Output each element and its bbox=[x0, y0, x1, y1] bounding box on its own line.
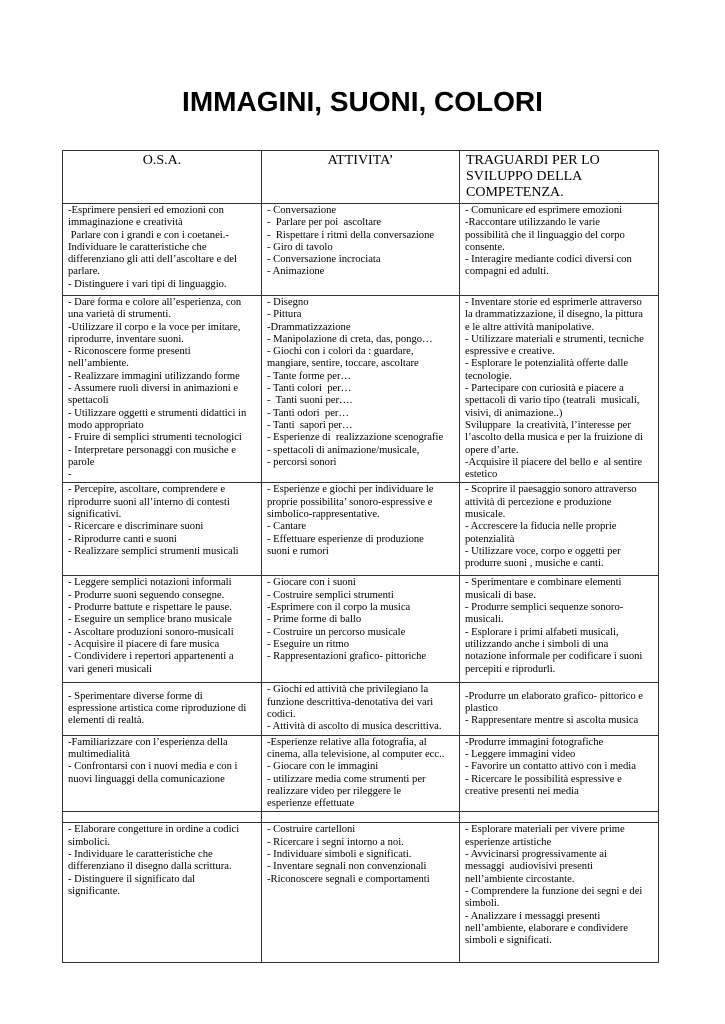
cell-text-line: - percorsi sonori bbox=[267, 456, 337, 468]
cell-text-line: - Leggere semplici notazioni informali bbox=[68, 577, 232, 589]
cell-text-line: spettacoli di vario tipo (teatrali musicali, bbox=[465, 395, 640, 407]
cell-text-line: - Produrre semplici sequenze sonoro- bbox=[465, 602, 624, 614]
cell-text-line: - Riprodurre canti e suoni bbox=[68, 533, 177, 545]
cell-text-line: - Giochi ed attività che privilegiano la bbox=[267, 684, 429, 696]
cell-text-line: -Produrre immagini fotografiche bbox=[465, 736, 604, 748]
cell-text-line: una varietà di strumenti. bbox=[68, 309, 171, 321]
cell-text-line: significante. bbox=[68, 885, 121, 897]
cell-text-line: - Tanti sapori per… bbox=[267, 419, 353, 431]
cell-text-line: riprodurre, inventare suoni. bbox=[68, 333, 184, 345]
cell-text-line: suoni e rumori bbox=[267, 545, 329, 557]
cell-text-line: - Individuare simboli e significati. bbox=[267, 849, 412, 861]
cell-traguardi bbox=[460, 296, 659, 483]
cell-text-line: simboli e significati. bbox=[465, 935, 552, 947]
table-header-row bbox=[63, 151, 659, 204]
cell-text-line: - Parlare per poi ascoltare bbox=[267, 217, 382, 229]
cell-text-line: Sviluppare la creatività, l’interesse per bbox=[465, 419, 631, 431]
table-row bbox=[63, 483, 659, 576]
cell-text-line: - Giocare con i suoni bbox=[267, 577, 356, 589]
table-row bbox=[63, 683, 659, 735]
cell-text-line: - Ricercare e discriminare suoni bbox=[68, 521, 204, 533]
cell-text-line: - Produrre suoni seguendo consegne. bbox=[68, 589, 225, 601]
cell-text-line: -Esperienze relative alla fotografia, al bbox=[267, 736, 427, 748]
cell-text-line: - Esplorare le potenzialità offerte dalle bbox=[465, 358, 629, 370]
cell-text-line: esperienze effettuate bbox=[267, 798, 355, 810]
cell-text-line: espressive e creative. bbox=[465, 346, 555, 358]
cell-text-line: - Utilizzare oggetti e strumenti didattici in bbox=[68, 407, 247, 419]
cell-text-line: - Giochi con i colori da : guardare, bbox=[267, 346, 414, 358]
cell-text-line: - Costruire semplici strumenti bbox=[267, 589, 394, 601]
cell-osa bbox=[63, 204, 262, 296]
cell-text-line: - Interpretare personaggi con musiche e bbox=[68, 444, 236, 456]
cell-text-line: - Comprendere la funzione dei segni e dei bbox=[465, 885, 643, 897]
cell-text-line: - Assumere ruoli diversi in animazioni e bbox=[68, 383, 239, 395]
cell-text-line: cinema, alla televisione, al computer ecc.. bbox=[267, 748, 445, 760]
cell-text-line: - Rappresentazioni grafico- pittoriche bbox=[267, 651, 427, 663]
cell-text-line: -Esprimere con il corpo la musica bbox=[267, 602, 411, 614]
cell-text-line: percepiti e riprodurli. bbox=[465, 663, 556, 675]
cell-text-line: -Drammatizzazione bbox=[267, 321, 351, 333]
cell-text-line: - Inventare storie ed esprimerle attraverso bbox=[465, 297, 642, 308]
cell-text-line: l’ascolto della musica e per la fruizione di bbox=[465, 432, 643, 444]
cell-text-line: - Accrescere la fiducia nelle proprie bbox=[465, 521, 617, 533]
cell-osa bbox=[63, 812, 262, 823]
cell-text-line: - Costruire cartelloni bbox=[267, 824, 356, 836]
cell-text-line: - utilizzare media come strumenti per bbox=[267, 773, 426, 785]
cell-text-line: nuovi linguaggi della comunicazione bbox=[68, 773, 225, 785]
cell-text-line: - Tante forme per… bbox=[267, 370, 352, 382]
cell-traguardi bbox=[460, 204, 659, 296]
cell-text-line: -Produrre un elaborato grafico- pittorico e bbox=[465, 690, 643, 702]
cell-text-line: - Ricercare i segni intorno a noi. bbox=[267, 836, 404, 848]
cell-text-line: parlare. bbox=[68, 266, 101, 278]
cell-text-line: - Fruire di semplici strumenti tecnologici bbox=[68, 432, 242, 444]
cell-text-line: immaginazione e creatività bbox=[68, 217, 183, 229]
cell-text-line: significativi. bbox=[68, 509, 122, 521]
cell-text-line: - Manipolazione di creta, das, pongo… bbox=[267, 333, 433, 345]
cell-attivita bbox=[262, 823, 460, 963]
header-attivita: ATTIVITA’ bbox=[262, 151, 460, 204]
cell-text-line: -Utilizzare il corpo e la voce per imitare, bbox=[68, 321, 241, 333]
cell-text-line: - Effettuare esperienze di produzione bbox=[267, 533, 424, 545]
cell-attivita bbox=[262, 296, 460, 483]
cell-text-line: - Acquisire il piacere di fare musica bbox=[68, 638, 220, 650]
cell-traguardi bbox=[460, 483, 659, 576]
cell-text-line: - Dare forma e colore all’esperienza, con bbox=[68, 297, 242, 308]
cell-text-line: - Cantare bbox=[267, 521, 307, 533]
cell-text-line: - Leggere immagini video bbox=[465, 748, 576, 760]
cell-text-line: - Avvicinarsi progressivamente ai bbox=[465, 849, 607, 861]
curriculum-table bbox=[62, 150, 659, 963]
cell-text-line: - Analizzare i messaggi presenti bbox=[465, 910, 601, 922]
cell-text-line: - Tanti odori per… bbox=[267, 407, 350, 419]
table-row bbox=[63, 823, 659, 963]
cell-text-line: - Favorire un contatto attivo con i media bbox=[465, 761, 636, 773]
cell-text-line: - Realizzare semplici strumenti musicali bbox=[68, 545, 239, 557]
cell-text-line: multimedialità bbox=[68, 748, 130, 760]
cell-text-line: - Inventare segnali non convenzionali bbox=[267, 861, 427, 873]
cell-text-line: - Disegno bbox=[267, 297, 309, 308]
cell-text-line: estetico bbox=[465, 469, 498, 481]
cell-attivita bbox=[262, 483, 460, 576]
cell-text-line: - Produrre battute e rispettare le pause. bbox=[68, 602, 232, 614]
cell-text-line: - bbox=[68, 469, 72, 481]
cell-text-line: - Esplorare i primi alfabeti musicali, bbox=[465, 626, 619, 638]
cell-text-line: - Tanti suoni per…. bbox=[267, 395, 353, 407]
cell-osa bbox=[63, 735, 262, 812]
cell-text-line: codici. bbox=[267, 709, 296, 721]
cell-text-line: musicali di base. bbox=[465, 589, 536, 601]
cell-text-line: compagni ed adulti. bbox=[465, 266, 549, 278]
cell-attivita bbox=[262, 683, 460, 735]
cell-text-line: - Rispettare i ritmi della conversazione bbox=[267, 229, 435, 241]
cell-text-line: esperienze artistiche bbox=[465, 836, 552, 848]
cell-osa bbox=[63, 296, 262, 483]
cell-text-line: - Ascoltare produzioni sonoro-musicali bbox=[68, 626, 234, 638]
cell-text-line: la drammatizzazione, il disegno, la pittura bbox=[465, 309, 643, 321]
cell-text-line: modo appropriato bbox=[68, 419, 144, 431]
cell-text-line: - Scoprire il paesaggio sonoro attraverso bbox=[465, 484, 637, 496]
cell-text-line: -Acquisire il piacere del bello e al sentire bbox=[465, 456, 643, 468]
cell-text-line: messaggi audiovisivi presenti bbox=[465, 861, 593, 873]
cell-traguardi bbox=[460, 735, 659, 812]
cell-text-line: - Distinguere i vari tipi di linguaggio. bbox=[68, 278, 227, 290]
cell-text-line: - Partecipare con curiosità e piacere a bbox=[465, 383, 624, 395]
cell-text-line: spettacoli bbox=[68, 395, 109, 407]
cell-text-line: simbolici. bbox=[68, 836, 111, 848]
cell-text-line: -Raccontare utilizzando le varie bbox=[465, 217, 600, 229]
cell-text-line: differenziano gli atti dell’ascoltare e del bbox=[68, 254, 237, 266]
cell-text-line: attività di percezione e produzione bbox=[465, 496, 612, 508]
cell-text-line: Parlare con i grandi e con i coetanei.- bbox=[68, 229, 229, 241]
cell-text-line: musicali. bbox=[465, 614, 504, 626]
cell-text-line: -Riconoscere segnali e comportamenti bbox=[267, 873, 430, 885]
cell-text-line: - Giocare con le immagini bbox=[267, 761, 379, 773]
cell-text-line: - Prime forme di ballo bbox=[267, 614, 362, 626]
cell-text-line: - Confrontarsi con i nuovi media e con i bbox=[68, 761, 238, 773]
cell-text-line: - Comunicare ed esprimere emozioni bbox=[465, 205, 623, 216]
cell-text-line: - Conversazione incrociata bbox=[267, 254, 381, 266]
cell-traguardi bbox=[460, 812, 659, 823]
cell-text-line: - Giro di tavolo bbox=[267, 241, 333, 253]
cell-text-line: nell’ambiente circostante. bbox=[465, 873, 575, 885]
cell-osa bbox=[63, 683, 262, 735]
cell-text-line: - Eseguire un semplice brano musicale bbox=[68, 614, 232, 626]
cell-text-line: - Utilizzare materiali e strumenti, tecniche bbox=[465, 333, 644, 345]
cell-text-line: nell’ambiente. bbox=[68, 358, 129, 370]
header-osa: O.S.A. bbox=[63, 151, 262, 204]
cell-text-line: e le altre attività manipolative. bbox=[465, 321, 595, 333]
cell-traguardi bbox=[460, 576, 659, 683]
cell-text-line: - Eseguire un ritmo bbox=[267, 638, 350, 650]
cell-text-line: - Percepire, ascoltare, comprendere e bbox=[68, 484, 226, 496]
cell-text-line: - Rappresentare mentre si ascolta musica bbox=[465, 715, 639, 727]
cell-text-line: creative presenti nei media bbox=[465, 785, 579, 797]
cell-text-line: - Sperimentare diverse forme di bbox=[68, 690, 203, 702]
cell-text-line: simboli. bbox=[465, 898, 500, 910]
cell-text-line: - Ricercare le possibilità espressive e bbox=[465, 773, 622, 785]
cell-osa bbox=[63, 576, 262, 683]
cell-text-line: - Realizzare immagini utilizzando forme bbox=[68, 370, 240, 382]
cell-text-line: - Conversazione bbox=[267, 205, 337, 216]
cell-text-line: - Individuare le caratteristiche che bbox=[68, 849, 213, 861]
cell-text-line: visivi, di animazione..) bbox=[465, 407, 563, 419]
cell-text-line: - Pittura bbox=[267, 309, 302, 321]
cell-text-line: - Costruire un percorso musicale bbox=[267, 626, 406, 638]
table-row bbox=[63, 576, 659, 683]
cell-text-line: -Familiarizzare con l’esperienza della bbox=[68, 736, 228, 748]
cell-text-line: produrre suoni , musiche e canti. bbox=[465, 558, 604, 570]
page-title: IMMAGINI, SUONI, COLORI bbox=[182, 86, 543, 117]
cell-text-line: possibilità che il linguaggio del corpo bbox=[465, 229, 625, 241]
cell-text-line: - Esplorare materiali per vivere prime bbox=[465, 824, 625, 836]
table-row bbox=[63, 735, 659, 812]
cell-text-line: espressione artistica come riproduzione di bbox=[68, 702, 247, 714]
table-row bbox=[63, 812, 659, 823]
cell-text-line: utilizzando anche i simboli di una bbox=[465, 638, 609, 650]
header-traguardi: TRAGUARDI PER LO SVILUPPO DELLA COMPETENZA. bbox=[460, 151, 659, 204]
cell-text-line: Individuare le caratteristiche che bbox=[68, 241, 207, 253]
cell-text-line: - Esperienze di realizzazione scenografie bbox=[267, 432, 444, 444]
cell-text-line: - Condividere i repertori appartenenti a bbox=[68, 651, 234, 663]
cell-text-line: opere d’arte. bbox=[465, 444, 519, 456]
cell-text-line: - Interagire mediante codici diversi con bbox=[465, 254, 632, 266]
cell-text-line: - Attività di ascolto di musica descrittiva. bbox=[267, 721, 442, 733]
cell-text-line: plastico bbox=[465, 702, 498, 714]
cell-text-line: differenziano il disegno dalla scrittura. bbox=[68, 861, 232, 873]
cell-text-line: - Animazione bbox=[267, 266, 325, 278]
cell-text-line: - Distinguere il significato dal bbox=[68, 873, 196, 885]
cell-text-line: musicale. bbox=[465, 509, 506, 521]
table-row bbox=[63, 204, 659, 296]
cell-attivita bbox=[262, 735, 460, 812]
cell-text-line: proprie possibilita’ sonoro-espressive e bbox=[267, 496, 433, 508]
cell-text-line: - Utilizzare voce, corpo e oggetti per bbox=[465, 545, 621, 557]
cell-text-line: mangiare, sentire, toccare, ascoltare bbox=[267, 358, 419, 370]
cell-text-line: vari generi musicali bbox=[68, 663, 153, 675]
cell-traguardi bbox=[460, 823, 659, 963]
cell-text-line: - Tanti colori per… bbox=[267, 383, 352, 395]
cell-osa bbox=[63, 483, 262, 576]
cell-osa bbox=[63, 823, 262, 963]
cell-text-line: riprodurre suoni all’interno di contesti bbox=[68, 496, 230, 508]
cell-text-line: realizzare video per rileggere le bbox=[267, 785, 402, 797]
cell-traguardi bbox=[460, 683, 659, 735]
cell-text-line: funzione descrittiva-denotativa dei vari bbox=[267, 696, 434, 708]
cell-text-line: - Riconoscere forme presenti bbox=[68, 346, 191, 358]
cell-text-line: elementi di realtà. bbox=[68, 715, 145, 727]
cell-attivita bbox=[262, 812, 460, 823]
cell-text-line: nell’ambiente, elaborare e condividere bbox=[465, 922, 628, 934]
cell-attivita bbox=[262, 576, 460, 683]
cell-text-line: - Esperienze e giochi per individuare le bbox=[267, 484, 434, 496]
cell-text-line: - Elaborare congetture in ordine a codici bbox=[68, 824, 240, 836]
cell-text-line: -Esprimere pensieri ed emozioni con bbox=[68, 205, 224, 216]
cell-text-line: consente. bbox=[465, 241, 505, 253]
cell-text-line: potenzialità bbox=[465, 533, 515, 545]
cell-text-line: simbolico-rappresentative. bbox=[267, 509, 380, 521]
cell-text-line: - spettacoli di animazione/musicale, bbox=[267, 444, 420, 456]
cell-text-line: tecnologie. bbox=[465, 370, 512, 382]
cell-text-line: parole bbox=[68, 456, 95, 468]
cell-text-line: - Sperimentare e combinare elementi bbox=[465, 577, 622, 589]
table-row bbox=[63, 296, 659, 483]
cell-text-line: notazione informale per codificare i suoni bbox=[465, 651, 643, 663]
cell-attivita bbox=[262, 204, 460, 296]
